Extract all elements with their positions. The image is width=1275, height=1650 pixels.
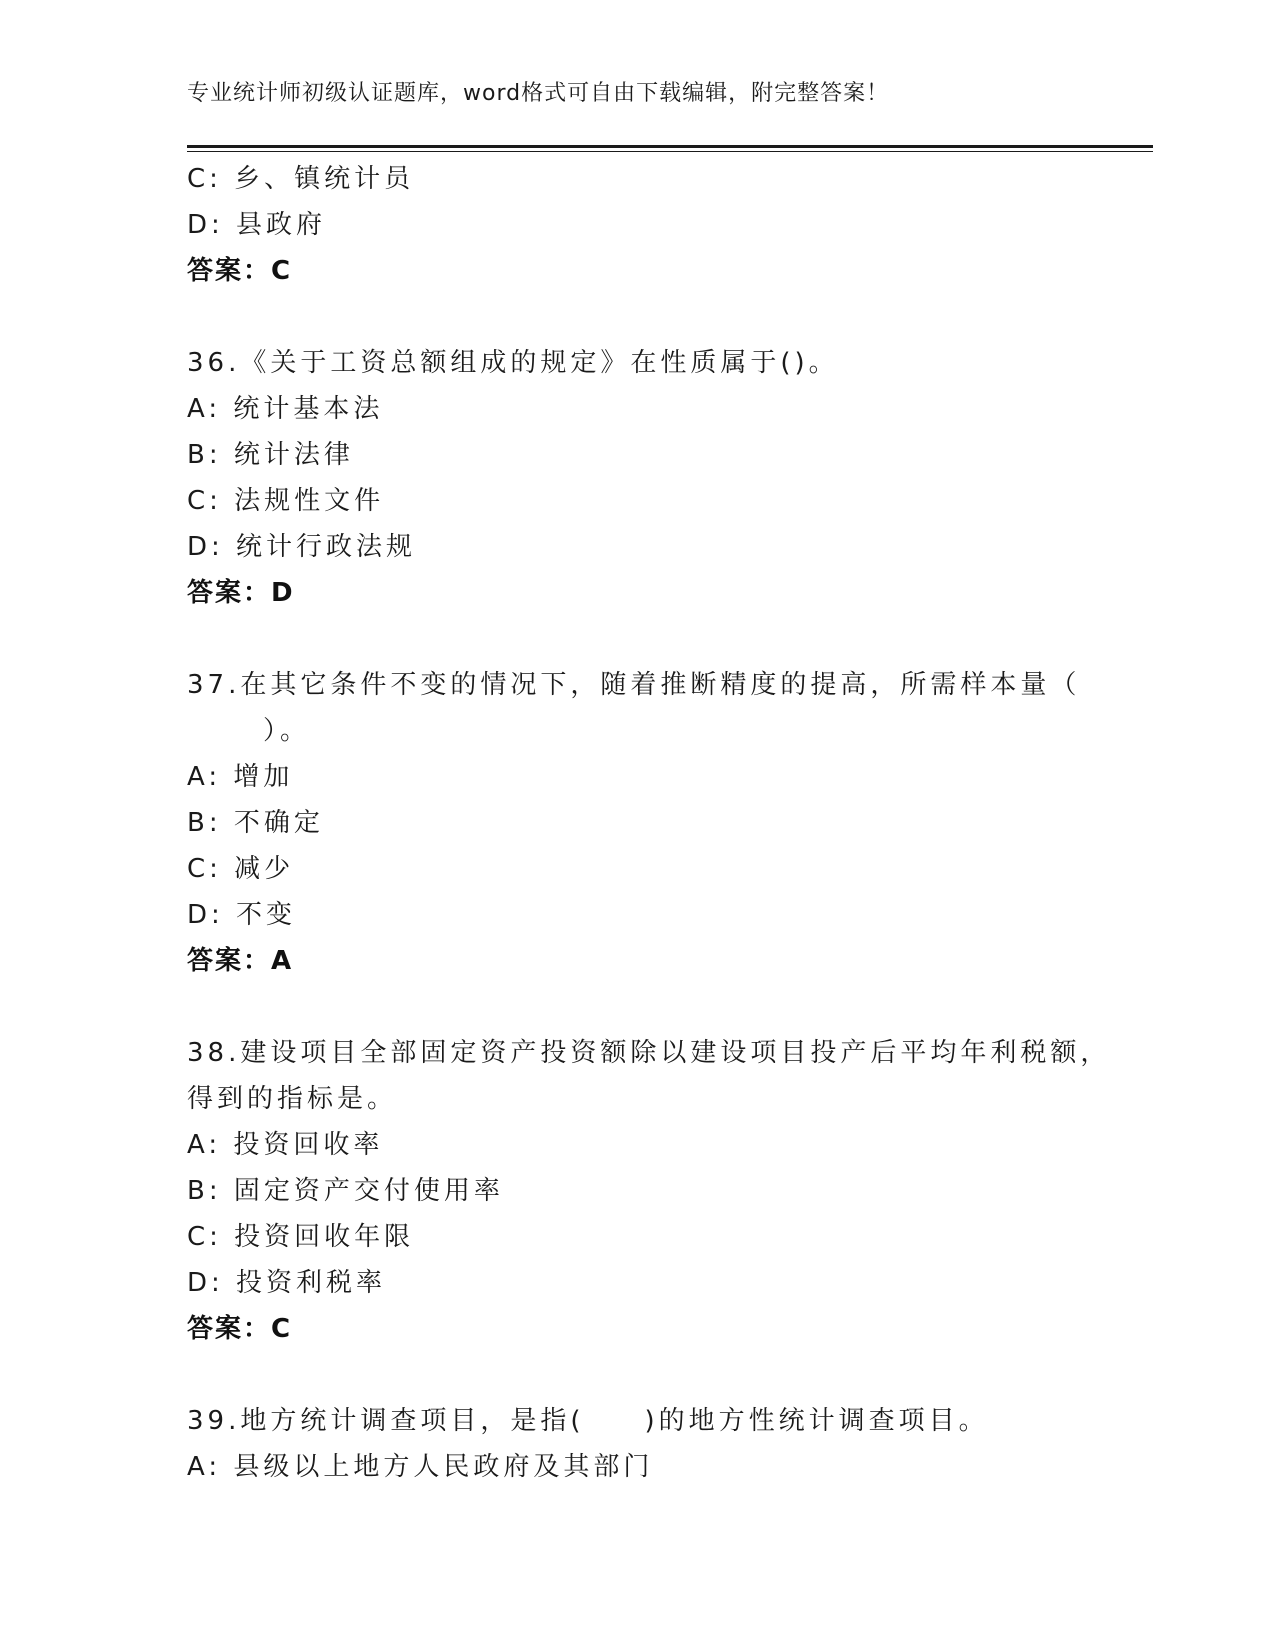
header-rule-thin [187,151,1153,152]
spacer [187,616,1087,662]
option-d: D: 不变 [187,900,297,930]
option-a: A: 统计基本法 [187,394,384,424]
answer-line: 答案：A [187,946,294,976]
option-c: C: 乡、镇统计员 [187,164,415,194]
option-c: C: 减少 [187,854,295,884]
question-stem: 39.地方统计调查项目，是指( )的地方性统计调查项目。 [187,1406,989,1436]
spacer [187,1352,1087,1398]
question-stem-continued: ）。 [263,716,311,746]
option-d: D: 投资利税率 [187,1268,387,1298]
option-d: D: 统计行政法规 [187,532,417,562]
question-stem: 38.建设项目全部固定资产投资额除以建设项目投产后平均年利税额， [187,1038,1111,1068]
option-a: A: 县级以上地方人民政府及其部门 [187,1452,654,1482]
answer-line: 答案：C [187,1314,293,1344]
answer-line: 答案：C [187,256,293,286]
question-35-tail [187,156,1087,294]
option-d: D: 县政府 [187,210,327,240]
spacer [187,984,1087,1030]
option-b: B: 固定资产交付使用率 [187,1176,504,1206]
question-36 [187,340,1087,616]
option-c: C: 投资回收年限 [187,1222,415,1252]
question-39 [187,1398,1087,1490]
page-header: 专业统计师初级认证题库，word格式可自由下载编辑，附完整答案！ [187,81,890,106]
question-stem-continued: 得到的指标是。 [187,1084,398,1114]
question-37 [187,662,1087,984]
question-stem: 37.在其它条件不变的情况下，随着推断精度的提高，所需样本量（ [187,670,1081,700]
question-list [187,156,1111,1490]
option-a: A: 增加 [187,762,294,792]
option-b: B: 统计法律 [187,440,354,470]
option-a: A: 投资回收率 [187,1130,384,1160]
spacer [187,294,1087,340]
option-b: B: 不确定 [187,808,324,838]
answer-line: 答案：D [187,578,295,608]
header-rule-thick [187,145,1153,148]
option-c: C: 法规性文件 [187,486,385,516]
question-stem: 36.《关于工资总额组成的规定》在性质属于()。 [187,348,839,378]
question-38 [187,1030,1111,1352]
